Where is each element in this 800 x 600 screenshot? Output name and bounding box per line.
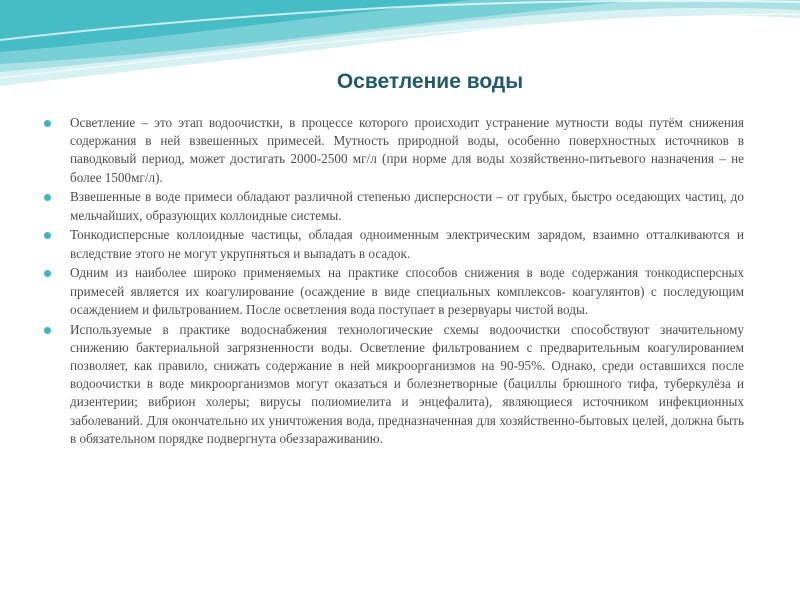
round-bullet-icon xyxy=(44,232,51,239)
paragraph-text: Используемые в практике водоснабжения технологические схемы водоочистки способствуют значительному снижению бактериальной загрязненности воды. Осветление фильтрованием с предварительным коагулированием позволяет, как правило, снижать содержание в ней микроорганизмов на 90-95%. Однако, среди оставшихся после водоочистки в воде микроорганизмов могут оказаться и болезнетворные (бациллы брюшного тифа, туберкулёза и дизентерии; вибрион холеры; вирусы полиомиелита и энцефалита), являющиеся источником инфекционных заболеваний. Для окончательно их уничтожения вода, предназначенная для хозяйственно-бытовых целей, должна быть в обязательном порядке подвергнута обеззараживанию. xyxy=(70,321,744,446)
round-bullet-icon xyxy=(44,120,51,127)
bullet-list xyxy=(44,114,744,450)
round-bullet-icon xyxy=(44,327,51,334)
header-wave-decoration xyxy=(0,0,800,120)
list-item xyxy=(44,188,744,224)
slide-title: Осветление воды xyxy=(336,70,524,93)
paragraph-text: Осветление – это этап водоочистки, в процессе которого происходит устранение мутности воды путём снижения содержания в ней взвешенных примесей. Мутность природной воды, особенно поверхностных источников в паводковый период, может достигать 2000-2500 мг/л (при норме для воды хозяйственно-питьевого назначения – не более 1500мг/л). xyxy=(70,115,744,185)
paragraph-text: Взвешенные в воде примеси обладают различной степенью дисперсности – от грубых, быстро оседающих частиц, до мельчайших, образующих коллоидные системы. xyxy=(70,189,744,223)
paragraph-text: Одним из наиболее широко применяемых на практике способов снижения в воде содержания тонкодисперсных примесей является их коагулирование (осаждение в виде специальных комплексов- коагулянтов) с последующим осаждением и фильтрованием. После осветления вода поступает в резервуары чистой воды. xyxy=(70,265,744,317)
list-item xyxy=(44,226,744,262)
list-item xyxy=(44,264,744,319)
list-item xyxy=(44,114,744,187)
round-bullet-icon xyxy=(44,270,51,277)
list-item xyxy=(44,321,744,448)
round-bullet-icon xyxy=(44,194,51,201)
paragraph-text: Тонкодисперсные коллоидные частицы, обладая одноименным электрическим зарядом, взаимно отталкиваются и вследствие этого не могут укрупняться и выпадать в осадок. xyxy=(70,227,744,261)
